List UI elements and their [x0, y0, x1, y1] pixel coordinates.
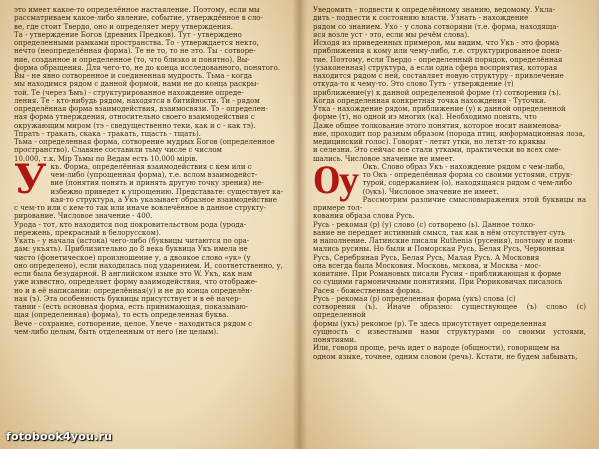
text-line: дам: укъять). Приблизительно до 8 века буквица Укъ имела не [14, 245, 248, 254]
text-line: къ. Форма, определённая взаимодействия с кем или с [50, 162, 252, 171]
left-page [0, 0, 299, 449]
text-line: определенными рамками пространства. То - утверждается некто, [14, 39, 259, 47]
text-line: Русь, Серебряная Русь, Белая Русь, Малая Русь. А Московия [313, 253, 540, 262]
text-line: вие (понятия понять и принять другую точку зрения) не- [50, 179, 264, 188]
right-page [299, 0, 598, 449]
left-top-text [14, 6, 287, 163]
text-line: пережень, прекрасный в белорусском). [14, 228, 161, 237]
left-bottom-text [14, 221, 287, 337]
watermark: fotobook4you.ru [6, 430, 113, 443]
text-line: сотворения (ъ). Иначе образно: существующее (ъ) слово (с) определенной [313, 303, 586, 320]
text-line: но и в её написании: определённая(у) и не до конца определён- [14, 286, 253, 295]
text-line: Тпрать - тракать, скака - тракать, тщасть - тщать). [14, 129, 201, 138]
dropcap-ok: Ѹ [313, 155, 359, 203]
text-line: Утка - нахождение рядом, приближение (у) к данной определенной [313, 105, 566, 113]
text-line: Уведомить - подвести к определённому знанию, ведомому. Укла- [313, 6, 555, 14]
text-line: мались русины. Но были и Поморская Русь, Белая Русь, Червонная [313, 245, 565, 254]
text-line: рассматриваем какое-либо явление, событие, утверждённое в сло- [14, 14, 263, 23]
text-line: приближения к кому или чему-либо, т.е. структурированное поня- [313, 47, 563, 56]
text-line: Рассмотрим различие смысловыражения этой буквицы на примере тол- [313, 195, 586, 212]
text-line: чисто (фонетическое) произношение у, а двоякое слово «ук» (у [14, 253, 251, 262]
text-line: ная (ъ). Эта особенность буквицы присутствует и в её начер- [14, 294, 242, 303]
text-line: окружающим миром (тэ - сведущественно теки, как и с - как тэ). [14, 121, 256, 130]
text-line: (Ѹкъ). Числовое значение не имеет. [362, 187, 499, 196]
text-line: чем-либо целым, быть отделенным от него (не целым). [14, 327, 219, 336]
text-line: 10.000, т.к. Мір Тьмы по Ведам есть 10.000 мірів. [14, 154, 198, 163]
text-line: Расея - божественная форма. [313, 286, 423, 295]
text-line: и селезни. Это сейчас все стали утками, практически во всех сме- [313, 146, 561, 155]
text-line: оно определено), если находилась под ударением. И, соответственно, у, [14, 261, 283, 270]
text-line: ления. Те - кто-нибудь рядом, находятся в битийности. Ти - рядом [14, 96, 260, 105]
text-line: Русь - рекомая (р) определенная форма (укъ) слова (с) [313, 294, 516, 303]
text-line: формы (укъ) рекомое (р). Те здесь присутствует определенная [313, 319, 547, 328]
text-line: откуда-то к чему-то. Это слово Тутъ - утверждение (т) [313, 80, 514, 89]
text-line: Вы - не явно сотворенное и соединенная мудрость. Тьма - когда [14, 72, 253, 80]
text-line: Та - утверждение Богов (древних Предков). Тут - утверждено [14, 30, 242, 39]
text-line: дить - подвести к состоянию власти. Узнать - нахождение [313, 14, 529, 23]
text-line: ве, где стоит Твердо, оно и определяет меру утверждения. [14, 22, 233, 31]
text-line: избежно приведет к упрощению. Представьте: существует ка- [50, 187, 283, 196]
text-line: шались. Числовое значение не имеет. [313, 154, 455, 163]
text-line: Исходя из приведенных примеров, мы видим, что Укъ - это форма [313, 39, 560, 47]
text-line: определённая форма взаимодействия, взаимосвязи. Тэ - определен- [14, 105, 268, 113]
text-line: медицинский голос). Говорят - летят утки, но летят-то кряквы [313, 138, 546, 146]
text-line: приближение(у) к данной определенной форме (т) сотворения (ъ). [313, 88, 561, 97]
text-line: это имеет какое-то определённое настаяление. Поэтому, если мы [14, 6, 260, 14]
text-line: чем-либо (упрощенная форма), т.е. вслом взаимодейст- [50, 171, 258, 179]
text-line: тие. Поэтому, если Твердо - определенный порядок, определённая [313, 55, 563, 64]
text-line: кования образа слова Русь. [313, 212, 415, 221]
text-line: форма обращения. Для чего-то, не до конца исследованного, понятого. [14, 63, 280, 72]
text-line: она всегда была Московия. Московь, мскова, и Москва - мос- [313, 261, 541, 270]
right-bottom-text [313, 196, 586, 361]
text-line: Или, говоря проще, речь идет о народе (общности), говорящем на [313, 344, 560, 353]
text-line: Тьма - определенная форма, сотворение мудрых Богов (определенное [14, 138, 275, 146]
text-line: ная форма утверждения, относительно своего взаимодействия с [14, 113, 255, 122]
text-line: Урода - тот, кто находится под покровительством рода (урода- [14, 220, 247, 229]
text-line: Окъ. Слово образ Укъ - нахождение рядом с чем-либо, [362, 162, 566, 171]
text-line: с чем-то или с кем-то так или иначе вовлечённое в данное структу- [14, 204, 267, 212]
text-line: Когда определенная конкретная точка нахождения - Туточки. [313, 96, 547, 105]
text-line: Русь - рекомая (р) (у) слово (с) сотворено (ь). Данное толко- [313, 220, 536, 229]
text-line: вание не передает истинный смысл, так как в нём отсутствует суть [313, 228, 565, 237]
text-line: со сущими гармоничными понятиями. При Рюриковичах писалось [313, 278, 563, 287]
text-line: нечто (неопределённая форма). Те не то, то не это. Ты - сотворе- [14, 47, 256, 56]
text-line: мы находимся рядом с данной формой, нами не до конца раскры- [14, 80, 259, 89]
text-line: если была безударной. В английском языке это W. Укъ, как нам [14, 270, 253, 278]
text-line: рядом со знанием. Ухо - у слова сотворяни (т.е. форма, находяща- [313, 22, 559, 31]
text-line: уже известно, определяет форму взаимодействия, что отображе- [14, 278, 258, 287]
text-line: ковитяне. При Романовых писали Русия - приближающая к форме [313, 270, 562, 278]
text-line: пространство). Славяне составили тьму числе с числом [14, 146, 222, 155]
text-line: сущность с известными нами структурами со своими устоями, понятиями. [313, 327, 586, 344]
text-line: (узаконенная) структура, а если одна сфера восприятия, которая [313, 63, 558, 72]
text-line: турой, содержанием (о), находящаяся рядом с чем-либо [362, 179, 573, 188]
text-line: Вече - сохрание, сотворение, целое. Увече - находиться рядом с [14, 319, 253, 328]
text-line: одном языке, точнее, одним словом (речь). Кстати, не будем забывать, [313, 352, 578, 361]
text-line: Укать - у начала (истока) чего-либо (буквицы читаются по ора- [14, 237, 250, 245]
text-line: ние, проходит пор разным образом (порода птиц, информационная лоза, [313, 129, 585, 138]
text-line: форме (т), но одной из многих (ка). Необходимо понять, что [313, 113, 537, 122]
text-line: кая-то структура, а Укъ указывает образное взаимодействие [50, 195, 277, 204]
right-top-text [313, 6, 586, 163]
text-line: то Окъ - определённая форма со своими устоями, струк- [362, 171, 573, 179]
text-line: тании - (есть основная форма, есть принимающая, показываю- [14, 303, 249, 311]
text-line: той. Те (через Ѣмъ) - структурированное нахождение опреде- [14, 88, 244, 97]
dropcap-uk: У [14, 155, 47, 203]
text-line: и наполнение. Латинские писали Ruthenia (русения), поэтому и пони- [313, 237, 575, 245]
text-line: ние, созданное и определенное (то, что близко и понятно). Вы- [14, 55, 250, 64]
text-line: рирование. Числовое значение - 400. [14, 212, 153, 221]
text-line: яся возле уст - это, если мы речём слова). [313, 30, 470, 39]
text-line: щая (определенная) форма), то есть определенная буква. [14, 311, 229, 320]
text-line: Даже общее толкование этого понятия, которое носит наименова- [313, 121, 562, 130]
text-line: находится рядом с ней, составляет новую структуру - привлечение [313, 72, 564, 80]
